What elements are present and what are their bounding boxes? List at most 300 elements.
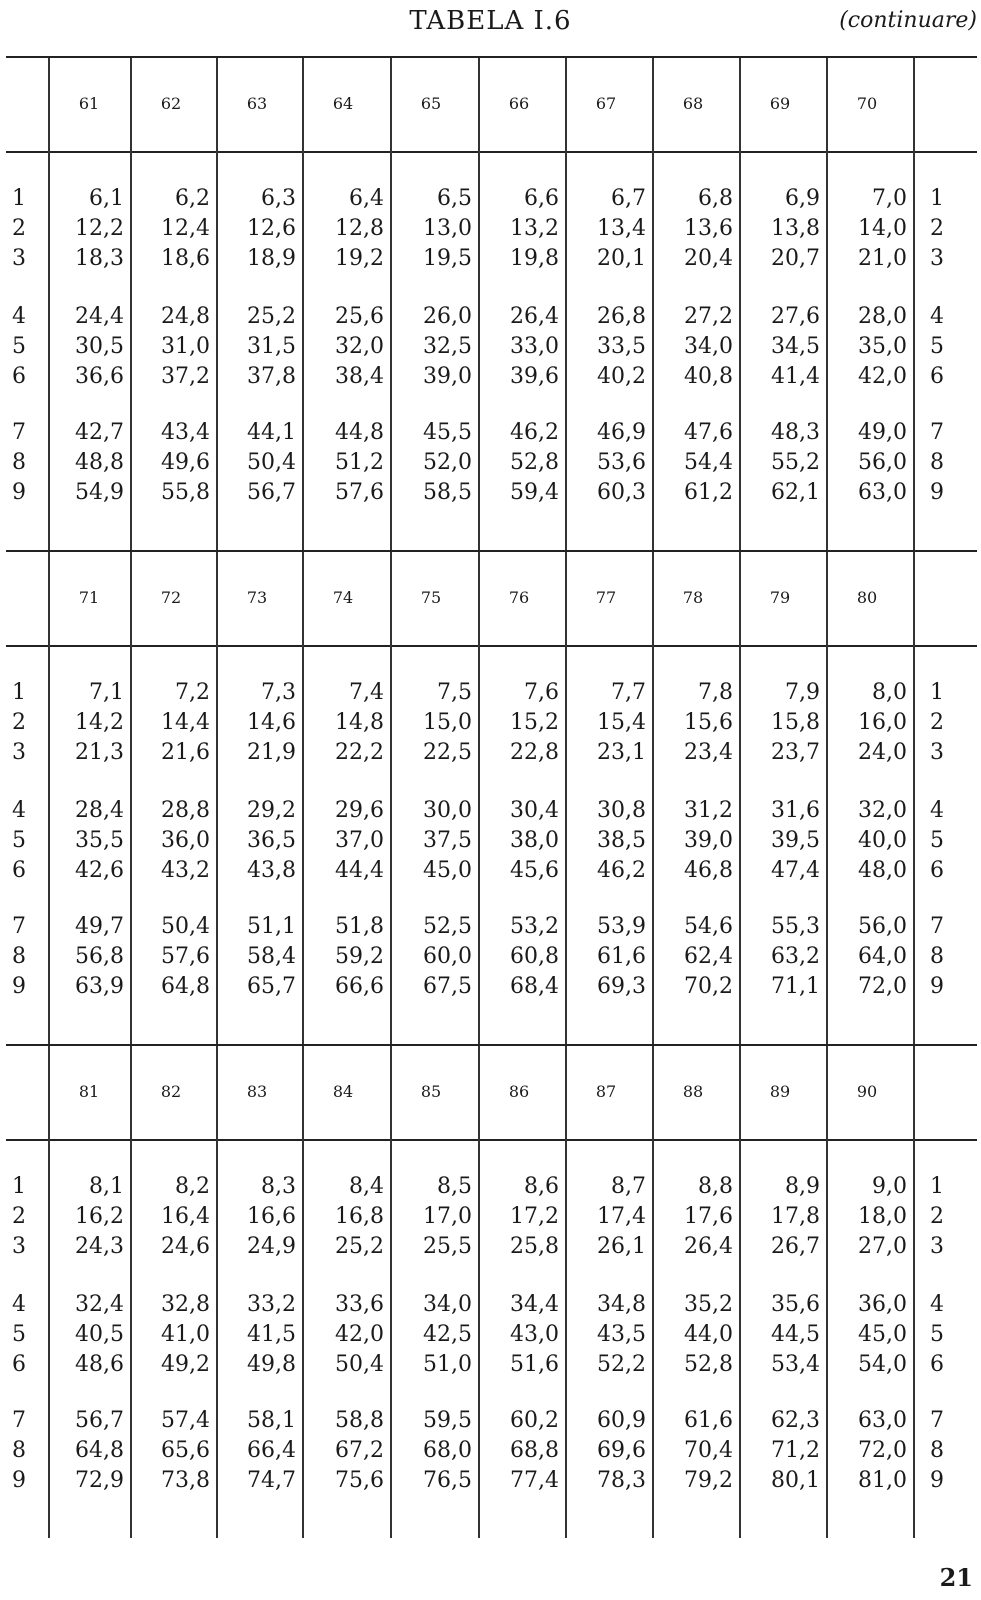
table-cell: 17,0 [423,1204,472,1229]
table-cell: 45,5 [423,420,472,445]
column-divider [302,1046,304,1538]
table-cell: 25,6 [335,304,384,329]
table-cell: 43,8 [247,858,296,883]
table-cell: 68,8 [510,1438,559,1463]
column-header: 87 [595,1082,617,1101]
table-cell: 72,0 [858,1438,907,1463]
table-cell: 15,8 [771,710,820,735]
table-block [0,1044,981,1538]
table-cell: 42,7 [75,420,124,445]
column-divider [48,58,50,550]
table-cell: 51,1 [247,914,296,939]
column-header: 89 [769,1082,791,1101]
table-cell: 41,0 [161,1322,210,1347]
column-divider [652,58,654,550]
table-cell: 42,6 [75,858,124,883]
table-cell: 36,5 [247,828,296,853]
table-cell: 35,5 [75,828,124,853]
table-cell: 59,5 [423,1408,472,1433]
table-cell: 57,6 [335,480,384,505]
table-cell: 25,2 [247,304,296,329]
table-cell: 32,4 [75,1292,124,1317]
table-cell: 6,4 [349,186,384,211]
table-cell: 20,7 [771,246,820,271]
table-cell: 17,4 [597,1204,646,1229]
row-label-left: 8 [12,1438,26,1463]
column-divider [565,58,567,550]
row-label-left: 5 [12,334,26,359]
table-cell: 56,8 [75,944,124,969]
row-label-right: 1 [930,186,944,211]
column-divider [913,552,915,1044]
table-cell: 6,7 [611,186,646,211]
row-label-right: 4 [930,304,944,329]
table-cell: 15,4 [597,710,646,735]
table-cell: 27,2 [684,304,733,329]
column-header: 77 [595,588,617,607]
table-cell: 51,2 [335,450,384,475]
column-header: 79 [769,588,791,607]
row-label-left: 4 [12,304,26,329]
row-label-right: 1 [930,1174,944,1199]
table-cell: 34,8 [597,1292,646,1317]
table-cell: 61,6 [684,1408,733,1433]
row-label-left: 3 [12,246,26,271]
column-divider [390,552,392,1044]
table-cell: 47,6 [684,420,733,445]
table-cell: 6,3 [261,186,296,211]
table-cell: 6,1 [89,186,124,211]
row-label-left: 4 [12,798,26,823]
table-cell: 63,9 [75,974,124,999]
table-cell: 59,2 [335,944,384,969]
table-block [0,56,981,550]
table-cell: 46,2 [510,420,559,445]
rule-top [6,1044,977,1046]
table-cell: 53,2 [510,914,559,939]
row-label-left: 8 [12,450,26,475]
row-label-left: 6 [12,364,26,389]
column-header: 75 [420,588,442,607]
table-cell: 23,4 [684,740,733,765]
column-header: 73 [246,588,268,607]
column-divider [565,1046,567,1538]
row-label-left: 2 [12,216,26,241]
table-cell: 56,0 [858,914,907,939]
table-cell: 44,5 [771,1322,820,1347]
table-cell: 52,2 [597,1352,646,1377]
table-cell: 24,3 [75,1234,124,1259]
table-cell: 14,4 [161,710,210,735]
column-divider [302,58,304,550]
column-divider [826,552,828,1044]
table-cell: 18,3 [75,246,124,271]
column-divider [130,1046,132,1538]
table-cell: 44,4 [335,858,384,883]
table-cell: 66,6 [335,974,384,999]
table-cell: 32,5 [423,334,472,359]
table-cell: 8,8 [698,1174,733,1199]
table-cell: 14,8 [335,710,384,735]
row-label-left: 2 [12,1204,26,1229]
column-divider [739,1046,741,1538]
table-cell: 60,9 [597,1408,646,1433]
column-header: 76 [508,588,530,607]
row-label-left: 5 [12,1322,26,1347]
table-cell: 8,2 [175,1174,210,1199]
rule-top [6,550,977,552]
table-cell: 21,3 [75,740,124,765]
table-cell: 74,7 [247,1468,296,1493]
table-cell: 22,8 [510,740,559,765]
table-cell: 63,0 [858,480,907,505]
column-divider [390,1046,392,1538]
table-cell: 36,6 [75,364,124,389]
table-cell: 22,2 [335,740,384,765]
table-cell: 54,6 [684,914,733,939]
row-label-right: 9 [930,974,944,999]
column-header: 61 [78,94,100,113]
table-cell: 77,4 [510,1468,559,1493]
row-label-left: 6 [12,858,26,883]
table-cell: 8,7 [611,1174,646,1199]
table-cell: 13,8 [771,216,820,241]
table-cell: 78,3 [597,1468,646,1493]
row-label-left: 7 [12,1408,26,1433]
table-cell: 33,0 [510,334,559,359]
table-cell: 54,9 [75,480,124,505]
rule-header [6,645,977,647]
row-label-right: 8 [930,450,944,475]
table-cell: 17,2 [510,1204,559,1229]
row-label-right: 2 [930,216,944,241]
table-cell: 6,9 [785,186,820,211]
row-label-left: 1 [12,1174,26,1199]
table-cell: 61,2 [684,480,733,505]
table-cell: 24,4 [75,304,124,329]
table-cell: 51,0 [423,1352,472,1377]
table-cell: 81,0 [858,1468,907,1493]
table-cell: 57,6 [161,944,210,969]
table-cell: 18,6 [161,246,210,271]
table-cell: 34,0 [684,334,733,359]
row-label-right: 6 [930,1352,944,1377]
table-cell: 32,8 [161,1292,210,1317]
table-cell: 35,6 [771,1292,820,1317]
table-cell: 26,1 [597,1234,646,1259]
row-label-left: 4 [12,1292,26,1317]
table-cell: 18,9 [247,246,296,271]
table-cell: 46,9 [597,420,646,445]
table-cell: 20,1 [597,246,646,271]
table-cell: 51,8 [335,914,384,939]
row-label-left: 1 [12,680,26,705]
table-cell: 26,8 [597,304,646,329]
column-header: 72 [160,588,182,607]
table-cell: 48,6 [75,1352,124,1377]
table-cell: 6,2 [175,186,210,211]
column-divider [478,552,480,1044]
table-cell: 70,4 [684,1438,733,1463]
table-cell: 12,4 [161,216,210,241]
table-cell: 36,0 [161,828,210,853]
table-cell: 7,9 [785,680,820,705]
column-header: 84 [332,1082,354,1101]
column-header: 69 [769,94,791,113]
table-cell: 23,1 [597,740,646,765]
table-cell: 42,5 [423,1322,472,1347]
table-cell: 13,4 [597,216,646,241]
row-label-right: 4 [930,798,944,823]
table-cell: 14,2 [75,710,124,735]
row-label-left: 6 [12,1352,26,1377]
table-cell: 80,1 [771,1468,820,1493]
column-header: 86 [508,1082,530,1101]
table-cell: 44,1 [247,420,296,445]
table-cell: 13,6 [684,216,733,241]
table-cell: 39,5 [771,828,820,853]
row-label-right: 5 [930,828,944,853]
table-cell: 31,0 [161,334,210,359]
table-cell: 16,2 [75,1204,124,1229]
table-cell: 37,8 [247,364,296,389]
table-cell: 62,3 [771,1408,820,1433]
table-cell: 28,8 [161,798,210,823]
row-label-left: 3 [12,1234,26,1259]
table-cell: 8,3 [261,1174,296,1199]
column-header: 80 [856,588,878,607]
table-cell: 12,6 [247,216,296,241]
row-label-left: 7 [12,914,26,939]
table-cell: 70,2 [684,974,733,999]
table-cell: 43,2 [161,858,210,883]
column-header: 78 [682,588,704,607]
table-cell: 39,0 [684,828,733,853]
table-cell: 24,9 [247,1234,296,1259]
table-cell: 22,5 [423,740,472,765]
row-label-right: 7 [930,420,944,445]
column-divider [652,552,654,1044]
table-cell: 39,0 [423,364,472,389]
column-header: 63 [246,94,268,113]
column-divider [478,1046,480,1538]
table-cell: 40,5 [75,1322,124,1347]
table-cell: 56,7 [75,1408,124,1433]
column-header: 85 [420,1082,442,1101]
table-cell: 7,7 [611,680,646,705]
table-cell: 67,2 [335,1438,384,1463]
table-cell: 50,4 [161,914,210,939]
table-cell: 7,4 [349,680,384,705]
table-cell: 38,0 [510,828,559,853]
table-cell: 17,6 [684,1204,733,1229]
table-cell: 49,7 [75,914,124,939]
table-cell: 16,8 [335,1204,384,1229]
table-cell: 19,2 [335,246,384,271]
table-cell: 32,0 [858,798,907,823]
row-label-left: 9 [12,480,26,505]
table-cell: 38,4 [335,364,384,389]
column-divider [130,58,132,550]
table-cell: 37,2 [161,364,210,389]
table-cell: 16,0 [858,710,907,735]
table-cell: 42,0 [335,1322,384,1347]
column-divider [130,552,132,1044]
table-cell: 49,6 [161,450,210,475]
table-cell: 29,6 [335,798,384,823]
table-cell: 44,8 [335,420,384,445]
table-cell: 13,0 [423,216,472,241]
table-cell: 30,0 [423,798,472,823]
row-label-left: 3 [12,740,26,765]
table-cell: 50,4 [335,1352,384,1377]
row-label-right: 1 [930,680,944,705]
table-cell: 79,2 [684,1468,733,1493]
table-cell: 64,0 [858,944,907,969]
column-divider [652,1046,654,1538]
table-cell: 7,8 [698,680,733,705]
row-label-right: 7 [930,914,944,939]
column-divider [48,552,50,1044]
table-cell: 26,7 [771,1234,820,1259]
table-cell: 60,3 [597,480,646,505]
table-cell: 8,4 [349,1174,384,1199]
table-cell: 58,8 [335,1408,384,1433]
table-cell: 31,5 [247,334,296,359]
table-cell: 50,4 [247,450,296,475]
table-cell: 35,0 [858,334,907,359]
row-label-left: 1 [12,186,26,211]
table-cell: 19,8 [510,246,559,271]
table-cell: 21,0 [858,246,907,271]
row-label-right: 2 [930,710,944,735]
table-cell: 7,1 [89,680,124,705]
table-cell: 41,5 [247,1322,296,1347]
rule-header [6,151,977,153]
table-cell: 26,0 [423,304,472,329]
table-cell: 28,0 [858,304,907,329]
table-cell: 45,0 [858,1322,907,1347]
column-divider [913,58,915,550]
table-cell: 8,0 [872,680,907,705]
table-cell: 55,8 [161,480,210,505]
table-cell: 56,7 [247,480,296,505]
table-cell: 47,4 [771,858,820,883]
table-cell: 35,2 [684,1292,733,1317]
table-cell: 6,5 [437,186,472,211]
table-cell: 15,6 [684,710,733,735]
table-cell: 7,2 [175,680,210,705]
table-cell: 30,5 [75,334,124,359]
table-cell: 46,8 [684,858,733,883]
table-cell: 28,4 [75,798,124,823]
table-cell: 38,5 [597,828,646,853]
table-cell: 34,4 [510,1292,559,1317]
table-cell: 72,9 [75,1468,124,1493]
column-header: 66 [508,94,530,113]
table-cell: 7,6 [524,680,559,705]
table-cell: 14,0 [858,216,907,241]
table-cell: 7,0 [872,186,907,211]
page-title: TABELA I.6 [409,6,572,36]
table-cell: 45,6 [510,858,559,883]
row-label-right: 2 [930,1204,944,1229]
table-cell: 31,2 [684,798,733,823]
row-label-right: 4 [930,1292,944,1317]
table-cell: 8,1 [89,1174,124,1199]
row-label-left: 7 [12,420,26,445]
table-cell: 49,0 [858,420,907,445]
table-cell: 29,2 [247,798,296,823]
column-header: 82 [160,1082,182,1101]
rule-header [6,1139,977,1141]
table-cell: 64,8 [75,1438,124,1463]
column-divider [216,58,218,550]
row-label-left: 9 [12,974,26,999]
table-cell: 34,0 [423,1292,472,1317]
table-cell: 17,8 [771,1204,820,1229]
table-cell: 16,6 [247,1204,296,1229]
table-cell: 52,0 [423,450,472,475]
table-cell: 66,4 [247,1438,296,1463]
table-cell: 43,5 [597,1322,646,1347]
table-cell: 24,0 [858,740,907,765]
table-cell: 33,5 [597,334,646,359]
table-cell: 23,7 [771,740,820,765]
table-cell: 48,8 [75,450,124,475]
table-cell: 34,5 [771,334,820,359]
table-cell: 33,6 [335,1292,384,1317]
continuation-note: (continuare) [839,8,977,33]
table-cell: 19,5 [423,246,472,271]
table-cell: 40,2 [597,364,646,389]
table-cell: 8,6 [524,1174,559,1199]
table-cell: 20,4 [684,246,733,271]
table-cell: 52,8 [510,450,559,475]
table-cell: 53,9 [597,914,646,939]
row-label-left: 2 [12,710,26,735]
row-label-right: 6 [930,858,944,883]
column-header: 68 [682,94,704,113]
column-header: 74 [332,588,354,607]
table-cell: 15,2 [510,710,559,735]
column-header: 81 [78,1082,100,1101]
table-cell: 46,2 [597,858,646,883]
table-cell: 55,2 [771,450,820,475]
table-cell: 8,9 [785,1174,820,1199]
column-divider [739,58,741,550]
column-divider [48,1046,50,1538]
row-label-left: 9 [12,1468,26,1493]
table-cell: 21,6 [161,740,210,765]
row-label-right: 3 [930,246,944,271]
table-cell: 76,5 [423,1468,472,1493]
table-cell: 25,2 [335,1234,384,1259]
table-cell: 48,3 [771,420,820,445]
row-label-right: 8 [930,1438,944,1463]
table-cell: 24,6 [161,1234,210,1259]
row-label-right: 5 [930,334,944,359]
table-block [0,550,981,1044]
table-cell: 12,8 [335,216,384,241]
table-cell: 68,4 [510,974,559,999]
table-cell: 54,4 [684,450,733,475]
row-label-left: 5 [12,828,26,853]
table-cell: 39,6 [510,364,559,389]
table-cell: 71,2 [771,1438,820,1463]
table-cell: 25,5 [423,1234,472,1259]
table-cell: 37,5 [423,828,472,853]
